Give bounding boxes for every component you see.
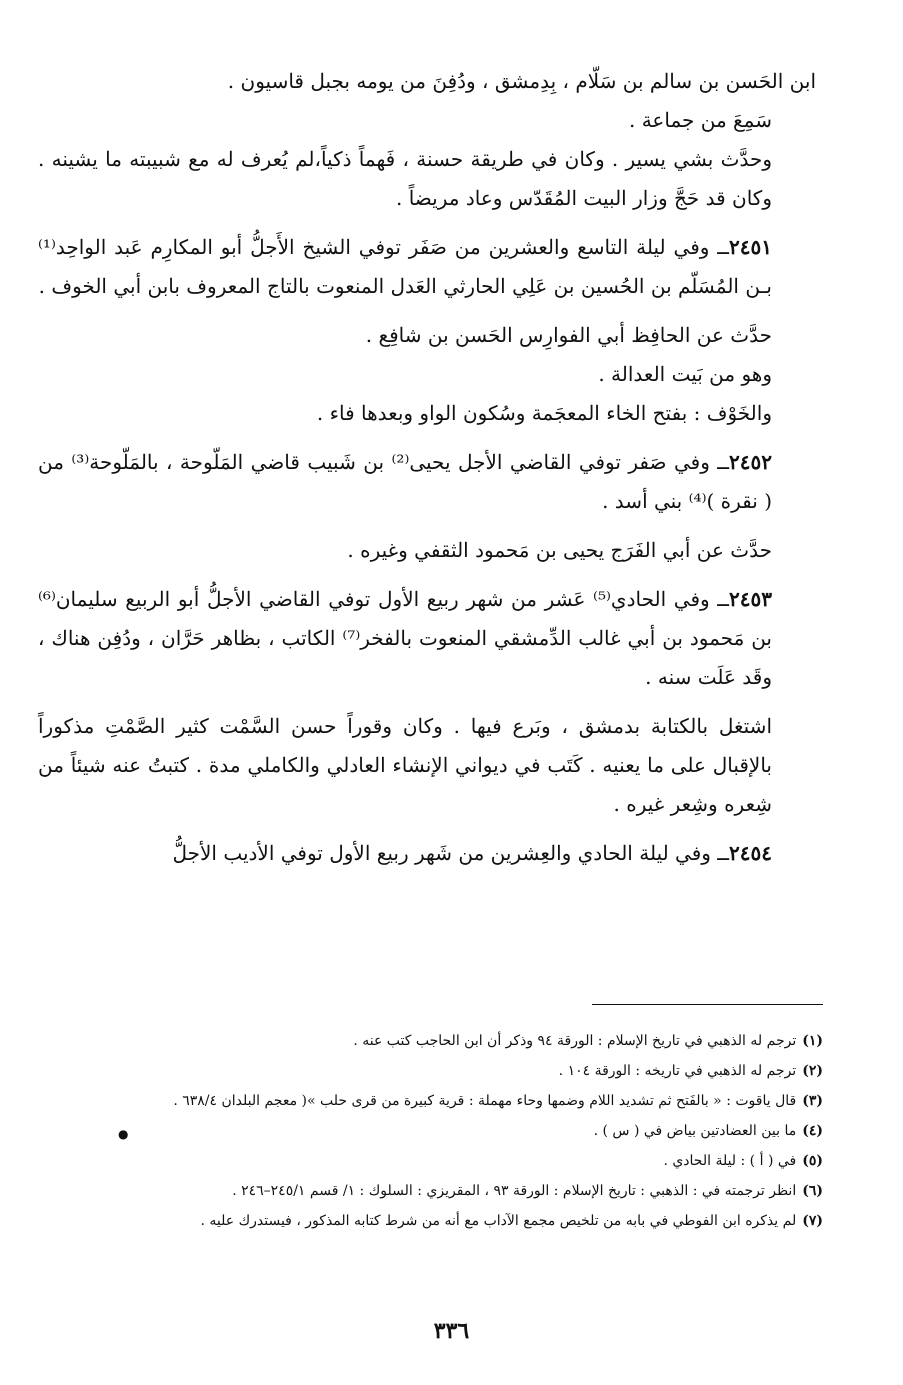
line-hadith: حدَّث عن الحافِظ أبي الفوارِس الحَسن بن شافِع .: [365, 323, 772, 347]
entry-text: ــ وفي صَفر توفي القاضي الأجل يحيى⁽²⁾ بن شَبيب قاضي المَلّوحة ، بالمَلّوحة⁽³⁾ من ( نقرة )⁽⁴⁾ بني أسد .: [38, 450, 772, 513]
entry-number: ٢٤٥٤: [729, 841, 772, 865]
entry-2451: [38, 228, 816, 306]
main-text: [38, 62, 816, 873]
footnote: [38, 1176, 823, 1206]
page-number: ٣٣٦: [433, 1318, 470, 1344]
entry-text: ــ وفي ليلة الحادي والعِشرين من شَهر ربيع الأول توفي الأديب الأجلُّ: [172, 841, 730, 865]
footnote-text: ترجم له الذهبي في تاريخ الإسلام : الورقة ٩٤ وذكر أن ابن الحاجب كتب عنه .: [353, 1033, 797, 1049]
line-heard: سَمِعَ من جماعة .: [628, 108, 772, 132]
footnote: [38, 1026, 823, 1056]
footnote-text: لم يذكره ابن الفوطي في بابه من تلخيص مجمع الآداب مع أنه من شرط كتابه المذكور ، فيستدرك عليه .: [200, 1213, 797, 1229]
footnote-text: ترجم له الذهبي في تاريخه : الورقة ١٠٤ .: [558, 1063, 797, 1079]
footnote-text: انظر ترجمته في : الذهبي : تاريخ الإسلام : الورقة ٩٣ ، المقريزي : السلوك : ١/ قسم ٢٤٥/١–٢٤٦ .: [232, 1183, 797, 1199]
line-narrated: وحدَّث بشي يسير . وكان في طريقة حسنة ، فَهماً ذكياً،لم يُعرف له مع شبيبته ما يشينه . وكان قد حَجَّ وزار البيت المُقَدّس وعاد مريضاً .: [38, 147, 772, 210]
footnote-number: (٣): [802, 1093, 823, 1109]
line-narrated-2: حدَّث عن أبي الفَرَج يحيى بن مَحمود الثقفي وغيره .: [347, 538, 772, 562]
footnote-text: في ( أ ) : ليلة الحادي .: [663, 1153, 797, 1169]
entry-number: ٢٤٥١: [729, 235, 772, 259]
line-burial: ابن الحَسن بن سالم بن سَلّام ، بِدِمشق ، ودُفِنَ من يومه بجبل قاسيون .: [227, 69, 816, 93]
footnote-divider: [592, 1004, 823, 1005]
entry-number: ٢٤٥٢: [729, 450, 772, 474]
footnote-number: (٦): [802, 1183, 823, 1199]
footnote-number: (٢): [802, 1063, 823, 1079]
footnote: [38, 1086, 823, 1116]
footnote-number: (٤): [802, 1123, 823, 1139]
footnote: [38, 1116, 823, 1146]
entry-number: ٢٤٥٣: [729, 587, 772, 611]
footnote: [38, 1206, 823, 1236]
footnote-number: (٧): [802, 1213, 823, 1229]
entry-text: ــ وفي ليلة التاسع والعشرين من صَفَر توفي الشيخ الأَجلُّ أبو المكارِم عَبد الواحِد⁽¹⁾ بـن المُسَلّم بن الحُسين بن عَلِي الحارثي العَدل المنعوت بالتاج المعروف بابن أبي الخوف .: [38, 235, 772, 298]
entry-2452: [38, 443, 816, 521]
footnotes: [38, 1026, 823, 1236]
entry-2453: [38, 580, 816, 697]
footnote-text: قال ياقوت : « بالفَتح ثم تشديد اللام وضمها وحاء مهملة : قرية كبيرة من قرى حلب »( معجم البلدان ٦٣٨/٤ .: [173, 1093, 797, 1109]
footnote-text: ما بين العضادتين بياض في ( س ) .: [593, 1123, 797, 1139]
line-career: اشتغل بالكتابة بدمشق ، وبَرع فيها . وكان وقوراً حسن السَّمْت كثير الصَّمْتِ مذكوراً بالإقبال على ما يعنيه . كَتَب في ديواني الإنشاء العادلي والكاملي مدة . كتبتُ عنه شيئاً من شِعره وشِعر غيره .: [38, 714, 772, 816]
footnote-number: (١): [802, 1033, 823, 1049]
line-vocalization: والخَوْف : بفتح الخاء المعجَمة وسُكون الواو وبعدها فاء .: [316, 401, 772, 425]
footnote-number: (٥): [802, 1153, 823, 1169]
entry-2454: [38, 834, 816, 873]
ink-dot-icon: ●: [118, 1127, 129, 1141]
footnote: [38, 1146, 823, 1176]
entry-text: ــ وفي الحادي⁽⁵⁾ عَشر من شهر ربيع الأول توفي القاضي الأجلُّ أبو الربيع سليمان⁽⁶⁾ بن مَحمود بن أبي غالب الدِّمشقي المنعوت بالفخر⁽⁷⁾ الكاتب ، بظاهر حَرَّان ، ودُفِن هناك ، وقَد عَلَت سنه .: [38, 587, 772, 689]
footnote: [38, 1056, 823, 1086]
line-family: وهو من بَيت العدالة .: [598, 362, 772, 386]
